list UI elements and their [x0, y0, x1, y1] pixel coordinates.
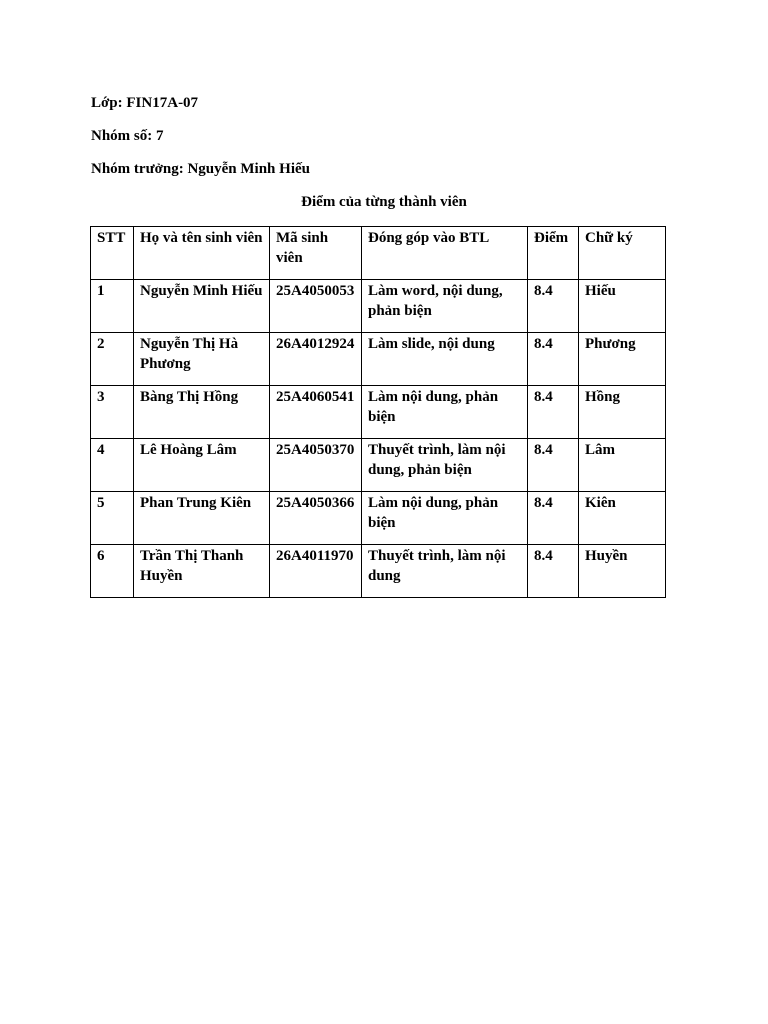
cell-stt: 5 [91, 492, 134, 545]
cell-student-id: 25A4060541 [270, 386, 362, 439]
member-score-table [90, 226, 666, 598]
cell-name: Bàng Thị Hồng [134, 386, 270, 439]
cell-name: Nguyễn Minh Hiếu [134, 280, 270, 333]
cell-student-id: 25A4050366 [270, 492, 362, 545]
cell-signature: Phương [579, 333, 666, 386]
header-signature: Chữ ký [579, 227, 666, 280]
cell-score: 8.4 [528, 492, 579, 545]
cell-name: Nguyễn Thị Hà Phương [134, 333, 270, 386]
cell-contribution: Thuyết trình, làm nội dung [362, 545, 528, 598]
header-score: Điểm [528, 227, 579, 280]
cell-stt: 2 [91, 333, 134, 386]
cell-name: Trần Thị Thanh Huyền [134, 545, 270, 598]
group-number-line: Nhóm số: 7 [91, 128, 164, 144]
header-contribution: Đóng góp vào BTL [362, 227, 528, 280]
table-row [91, 439, 666, 492]
cell-name: Phan Trung Kiên [134, 492, 270, 545]
cell-student-id: 26A4011970 [270, 545, 362, 598]
group-leader-line: Nhóm trưởng: Nguyễn Minh Hiếu [91, 161, 310, 177]
cell-student-id: 25A4050053 [270, 280, 362, 333]
cell-signature: Huyền [579, 545, 666, 598]
cell-stt: 4 [91, 439, 134, 492]
cell-signature: Hồng [579, 386, 666, 439]
table-title: Điểm của từng thành viên [301, 194, 467, 210]
cell-score: 8.4 [528, 386, 579, 439]
cell-signature: Hiếu [579, 280, 666, 333]
table-row [91, 333, 666, 386]
header-stt: STT [91, 227, 134, 280]
cell-student-id: 25A4050370 [270, 439, 362, 492]
cell-contribution: Làm nội dung, phản biện [362, 492, 528, 545]
cell-score: 8.4 [528, 333, 579, 386]
class-line: Lớp: FIN17A-07 [91, 95, 199, 111]
header-student-id: Mã sinh viên [270, 227, 362, 280]
cell-stt: 3 [91, 386, 134, 439]
cell-contribution: Thuyết trình, làm nội dung, phản biện [362, 439, 528, 492]
cell-stt: 1 [91, 280, 134, 333]
cell-contribution: Làm word, nội dung, phản biện [362, 280, 528, 333]
table-header-row [91, 227, 666, 280]
cell-score: 8.4 [528, 280, 579, 333]
cell-contribution: Làm nội dung, phản biện [362, 386, 528, 439]
cell-signature: Lâm [579, 439, 666, 492]
cell-student-id: 26A4012924 [270, 333, 362, 386]
table-row [91, 280, 666, 333]
cell-stt: 6 [91, 545, 134, 598]
cell-score: 8.4 [528, 439, 579, 492]
cell-name: Lê Hoàng Lâm [134, 439, 270, 492]
cell-signature: Kiên [579, 492, 666, 545]
cell-score: 8.4 [528, 545, 579, 598]
table-row [91, 386, 666, 439]
header-name: Họ và tên sinh viên [134, 227, 270, 280]
table-row [91, 492, 666, 545]
cell-contribution: Làm slide, nội dung [362, 333, 528, 386]
table-row [91, 545, 666, 598]
